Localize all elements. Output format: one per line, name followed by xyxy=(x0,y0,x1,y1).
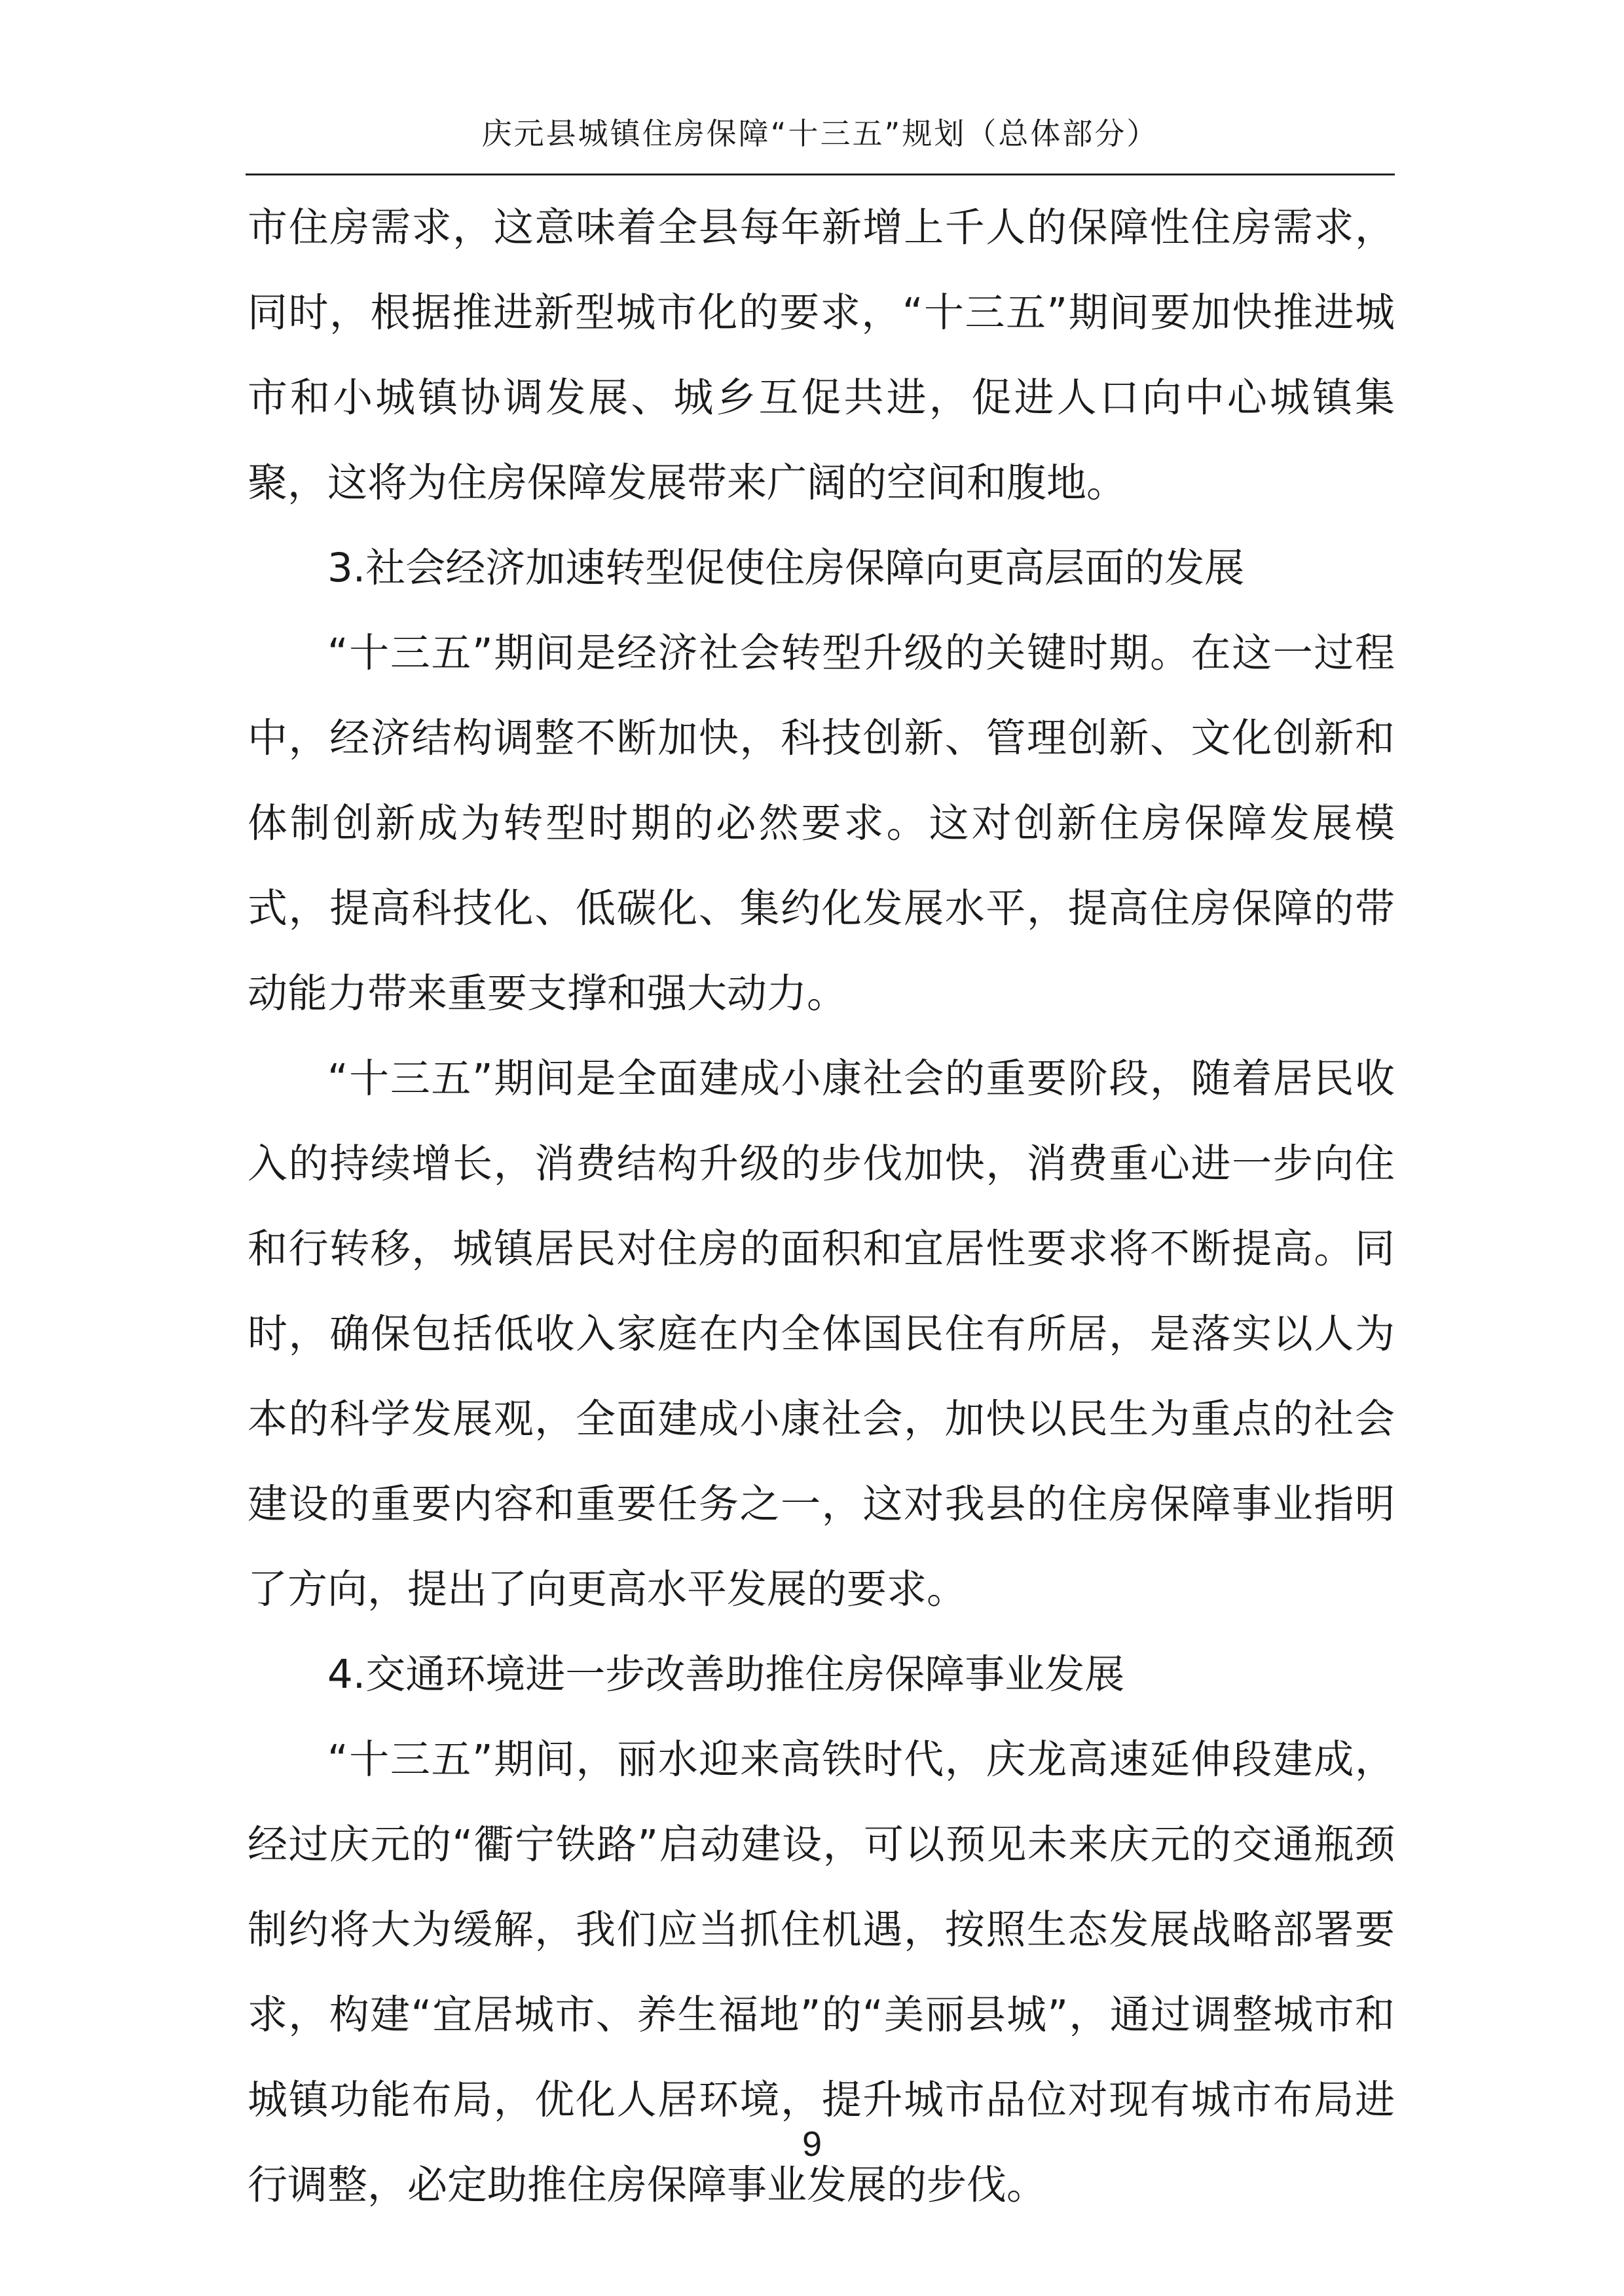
page-header-title: 庆元县城镇住房保障“十三五”规划（总体部分） xyxy=(481,116,1159,151)
page-number: 9 xyxy=(802,2124,822,2164)
section-heading-4: 4.交通环境进一步改善助推住房保障事业发展 xyxy=(327,1651,1125,1698)
paragraph-continuation: 市住房需求，这意味着全县每年新增上千人的保障性住房需求，同时，根据推进新型城市化的要求，“十三五”期间要加快推进城市和小城镇协调发展、城乡互促共进，促进人口向中心城镇集聚，这将为住房保障发展带来广阔的空间和腹地。 xyxy=(248,204,1395,506)
paragraph-transportation: “十三五”期间，丽水迎来高铁时代，庆龙高速延伸段建成，经过庆元的“衢宁铁路”启动建设，可以预见未来庆元的交通瓶颈制约将大为缓解，我们应当抓住机遇，按照生态发展战略部署要求，构建“宜居城市、养生福地”的“美丽县城”，通过调整城市和城镇功能布局，优化人居环境，提升城市品位对现有城市布局进行调整，必定助推住房保障事业发展的步伐。 xyxy=(248,1736,1395,2208)
header-divider xyxy=(246,173,1395,175)
document-body xyxy=(248,185,1395,2228)
paragraph-xiaokang-society: “十三五”期间是全面建成小康社会的重要阶段，随着居民收入的持续增长，消费结构升级的步伐加快，消费重心进一步向住和行转移，城镇居民对住房的面积和宜居性要求将不断提高。同时，确保包括低收入家庭在内全体国民住有所居，是落实以人为本的科学发展观，全面建成小康社会，加快以民生为重点的社会建设的重要内容和重要任务之一，这对我县的住房保障事业指明了方向，提出了向更高水平发展的要求。 xyxy=(248,1055,1395,1613)
paragraph-economic-transition: “十三五”期间是经济社会转型升级的关键时期。在这一过程中，经济结构调整不断加快，科技创新、管理创新、文化创新和体制创新成为转型时期的必然要求。这对创新住房保障发展模式，提高科技化、低碳化、集约化发展水平，提高住房保障的带动能力带来重要支撑和强大动力。 xyxy=(248,630,1395,1017)
section-heading-3: 3.社会经济加速转型促使住房保障向更高层面的发展 xyxy=(327,545,1245,591)
